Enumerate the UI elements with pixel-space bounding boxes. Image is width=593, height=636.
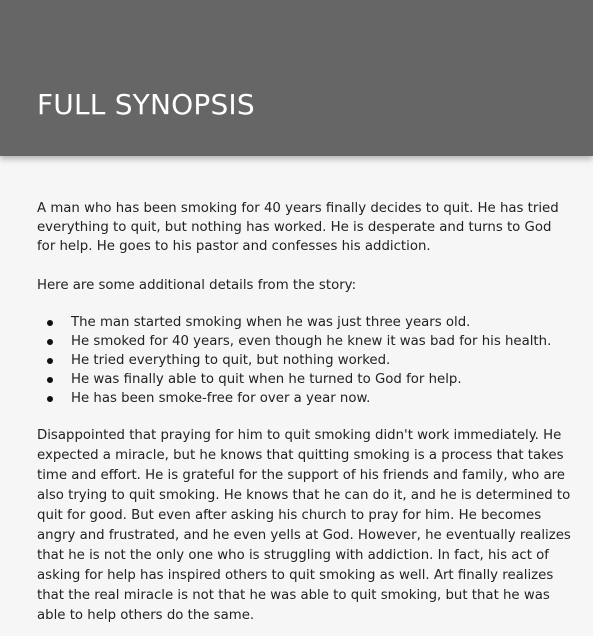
- details-list-item-text: The man started smoking when he was just three years old.: [71, 315, 471, 330]
- details-list-item: [37, 313, 572, 332]
- details-list-item: [37, 332, 572, 351]
- page-title: FULL SYNOPSIS: [37, 88, 255, 121]
- details-list-item-text: He has been smoke-free for over a year now.: [71, 391, 371, 406]
- details-list-item-text: He smoked for 40 years, even though he knew it was bad for his health.: [71, 334, 552, 349]
- details-list-item: [37, 389, 572, 408]
- details-lead: Here are some additional details from the story:: [37, 278, 357, 293]
- details-list-item: [37, 351, 572, 370]
- synopsis-intro: A man who has been smoking for 40 years finally decides to quit. He has tried everything to quit, but nothing has worked. He is desperate and turns to God for help. He goes to his pastor and confesses his addiction.: [37, 201, 559, 254]
- details-list: [37, 313, 572, 408]
- details-list-item-text: He tried everything to quit, but nothing worked.: [71, 353, 391, 368]
- bullet-icon: [47, 320, 53, 326]
- bullet-icon: [47, 358, 53, 364]
- details-list-item-text: He was finally able to quit when he turned to God for help.: [71, 372, 462, 387]
- details-list-item: [37, 370, 572, 389]
- synopsis-content: [37, 199, 572, 626]
- bullet-icon: [47, 377, 53, 383]
- bullet-icon: [47, 339, 53, 345]
- bullet-icon: [47, 396, 53, 402]
- page-header: [0, 0, 593, 156]
- synopsis-closing: Disappointed that praying for him to quit smoking didn't work immediately. He expected a miracle, but he knows that quitting smoking is a process that takes time and effort. He is grateful for the support of his friends and family, who are also trying to quit smoking. He knows that he can do it, and he is determined to quit for good. But even after asking his church to pray for him. He becomes angry and frustrated, and he even yells at God. However, he eventually realizes that he is not the only one who is struggling with addiction. In fact, his act of asking for help has inspired others to quit smoking as well. Art finally realizes that the real miracle is not that he was able to quit smoking, but that he was able to help others do the same.: [37, 428, 571, 623]
